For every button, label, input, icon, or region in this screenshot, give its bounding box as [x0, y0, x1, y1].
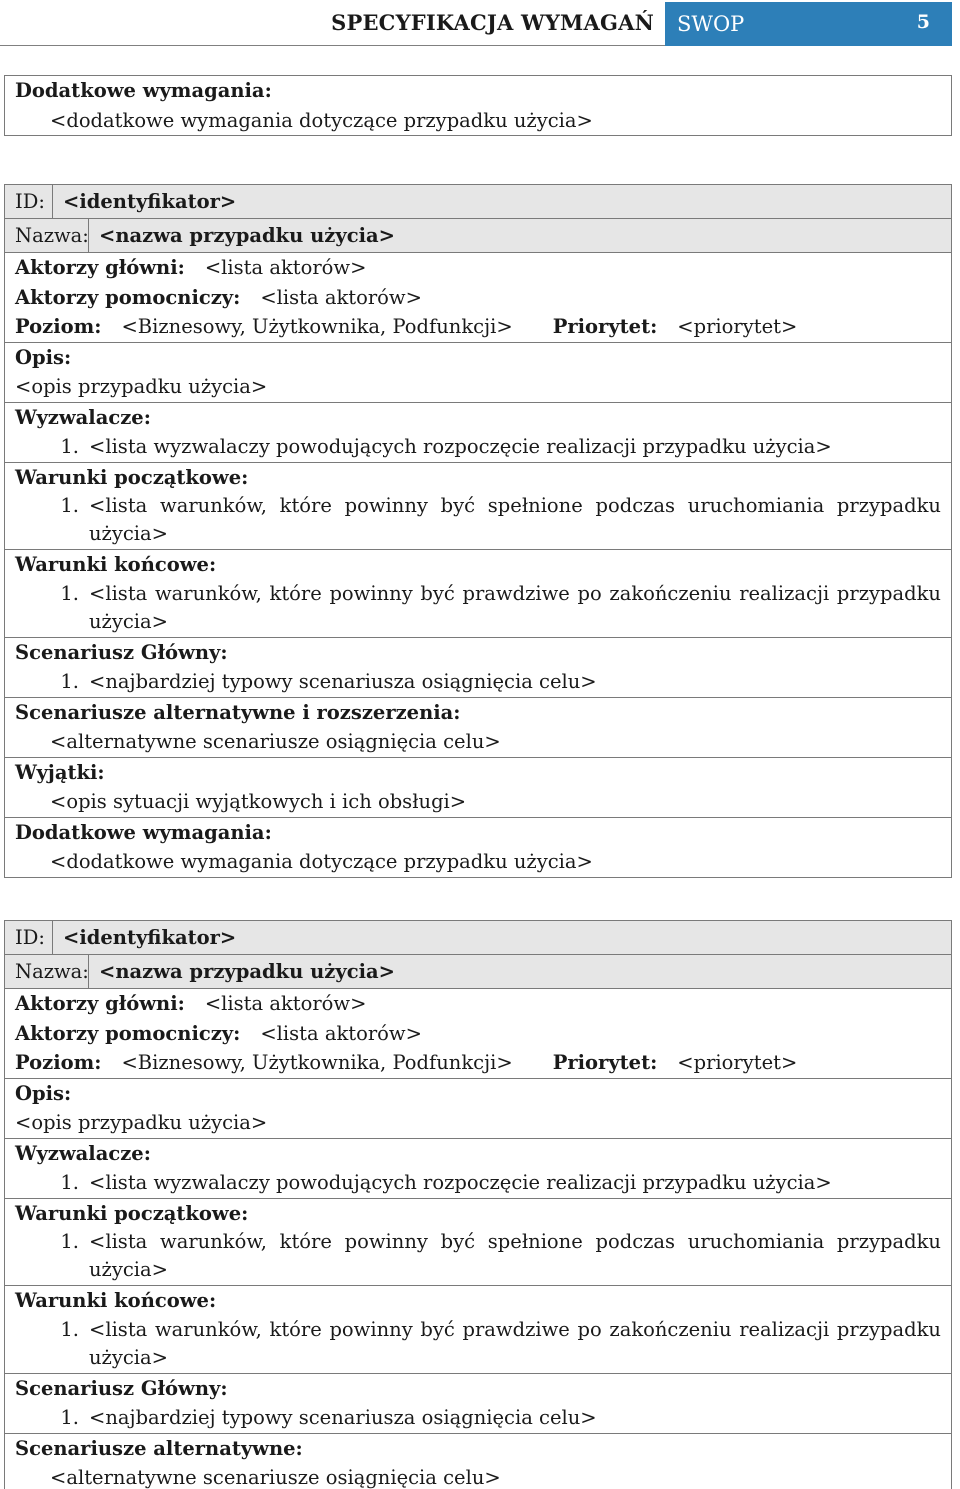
priority-value: <priorytet>: [677, 315, 798, 338]
list-number: 1.: [60, 1230, 79, 1253]
triggers-row: [5, 1139, 951, 1199]
level-label: Poziom:: [15, 1051, 102, 1074]
triggers-row: [5, 403, 951, 463]
name-label: Nazwa:: [5, 219, 89, 252]
list-number: 1.: [60, 1406, 79, 1429]
description-value: <opis przypadku użycia>: [15, 375, 268, 398]
actors-level-row: [5, 989, 951, 1079]
main-scenario-value: <najbardziej typowy scenariusza osiągnięcia celu>: [89, 1406, 597, 1429]
name-value: <nazwa przypadku użycia>: [99, 224, 395, 247]
level-value: <Biznesowy, Użytkownika, Podfunkcji>: [121, 1051, 513, 1074]
postconditions-label: Warunki końcowe:: [15, 553, 217, 576]
main-scenario-row: [5, 638, 951, 698]
primary-actors-label: Aktorzy główni:: [15, 256, 185, 279]
additional-requirements-row: [5, 76, 951, 135]
page-number: 5: [916, 11, 930, 33]
main-scenario-value: <najbardziej typowy scenariusza osiągnięcia celu>: [89, 670, 597, 693]
level-value: <Biznesowy, Użytkownika, Podfunkcji>: [121, 315, 513, 338]
list-item: [15, 1168, 951, 1198]
priority-value: <priorytet>: [677, 1051, 798, 1074]
level-line: [15, 1048, 951, 1078]
preconditions-label: Warunki początkowe:: [15, 1201, 249, 1225]
primary-actors-label: Aktorzy główni:: [15, 992, 185, 1015]
additional-requirements-label: Dodatkowe wymagania:: [15, 79, 272, 102]
list-item: [15, 1228, 951, 1285]
page-header: [0, 0, 960, 48]
id-value: <identyfikator>: [63, 190, 237, 213]
secondary-actors-label: Aktorzy pomocniczy:: [15, 1021, 241, 1045]
additional-requirements-label: Dodatkowe wymagania:: [15, 820, 272, 844]
list-number: 1.: [60, 670, 79, 693]
postconditions-row: [5, 550, 951, 638]
level-label: Poziom:: [15, 315, 102, 338]
postconditions-value: <lista warunków, które powinny być prawdziwe po zakończeniu realizacji przypadku użycia>: [89, 1317, 941, 1369]
id-label: ID:: [5, 921, 53, 954]
additional-requirements-block: [4, 75, 952, 136]
list-item: [15, 432, 951, 462]
primary-actors-value: <lista aktorów>: [204, 256, 367, 279]
use-case-table-1: [4, 184, 952, 878]
triggers-value: <lista wyzwalaczy powodujących rozpoczęcie realizacji przypadku użycia>: [89, 1171, 832, 1194]
id-row: [5, 185, 951, 219]
description-label: Opis:: [15, 1081, 72, 1105]
main-scenario-label: Scenariusz Główny:: [15, 640, 228, 664]
primary-actors-line: [15, 253, 951, 283]
priority-label: Priorytet:: [552, 315, 658, 338]
preconditions-value: <lista warunków, które powinny być spełnione podczas uruchomiania przypadku użycia>: [89, 494, 941, 545]
exceptions-value: <opis sytuacji wyjątkowych i ich obsługi>: [50, 790, 467, 813]
list-item: [15, 580, 951, 637]
exceptions-row: [5, 758, 951, 818]
description-row: [5, 343, 951, 403]
triggers-label: Wyzwalacze:: [15, 1141, 151, 1165]
triggers-label: Wyzwalacze:: [15, 405, 151, 429]
level-line: [15, 312, 951, 342]
additional-requirements-value: <dodatkowe wymagania dotyczące przypadku użycia>: [50, 108, 593, 132]
id-row: [5, 921, 951, 955]
name-label: Nazwa:: [5, 955, 89, 988]
description-row: [5, 1079, 951, 1139]
list-item: [15, 1316, 951, 1373]
list-number: 1.: [60, 1171, 79, 1194]
main-scenario-row: [5, 1374, 951, 1434]
postconditions-value: <lista warunków, które powinny być prawdziwe po zakończeniu realizacji przypadku użycia>: [89, 581, 941, 633]
use-case-table-2: [4, 920, 952, 1489]
list-item: [15, 492, 951, 549]
header-badge: [665, 2, 952, 46]
alternative-scenarios-row: [5, 1434, 951, 1489]
alternative-scenarios-value: <alternatywne scenariusze osiągnięcia celu>: [50, 730, 501, 753]
document-title: SPECYFIKACJA WYMAGAŃ: [331, 10, 654, 35]
primary-actors-line: [15, 989, 951, 1019]
secondary-actors-label: Aktorzy pomocniczy:: [15, 285, 241, 309]
preconditions-value: <lista warunków, które powinny być spełnione podczas uruchomiania przypadku użycia>: [89, 1230, 941, 1281]
name-row: [5, 955, 951, 989]
description-label: Opis:: [15, 345, 72, 369]
id-label: ID:: [5, 185, 53, 218]
alternative-scenarios-label: Scenariusze alternatywne i rozszerzenia:: [15, 700, 461, 724]
secondary-actors-value: <lista aktorów>: [260, 1021, 422, 1045]
preconditions-row: [5, 1199, 951, 1287]
secondary-actors-line: [15, 1019, 951, 1049]
list-number: 1.: [60, 1317, 79, 1341]
alternative-scenarios-label: Scenariusze alternatywne:: [15, 1436, 303, 1460]
name-row: [5, 219, 951, 253]
priority-label: Priorytet:: [552, 1051, 658, 1074]
list-number: 1.: [60, 581, 79, 605]
postconditions-label: Warunki końcowe:: [15, 1289, 217, 1312]
preconditions-label: Warunki początkowe:: [15, 465, 249, 489]
exceptions-label: Wyjątki:: [15, 760, 105, 784]
actors-level-row: [5, 253, 951, 343]
list-item: [15, 667, 951, 697]
list-item: [15, 1403, 951, 1433]
secondary-actors-value: <lista aktorów>: [260, 285, 422, 309]
list-number: 1.: [60, 435, 79, 458]
alternative-scenarios-value: <alternatywne scenariusze osiągnięcia celu>: [50, 1466, 501, 1489]
secondary-actors-line: [15, 283, 951, 313]
primary-actors-value: <lista aktorów>: [204, 992, 367, 1015]
additional-requirements-value: <dodatkowe wymagania dotyczące przypadku użycia>: [50, 850, 593, 873]
additional-requirements-row: [5, 818, 951, 877]
header-rule: [0, 45, 665, 46]
triggers-value: <lista wyzwalaczy powodujących rozpoczęcie realizacji przypadku użycia>: [89, 435, 832, 458]
postconditions-row: [5, 1286, 951, 1374]
list-number: 1.: [60, 494, 79, 517]
alternative-scenarios-row: [5, 698, 951, 758]
main-scenario-label: Scenariusz Główny:: [15, 1376, 228, 1400]
product-name: SWOP: [677, 12, 745, 36]
name-value: <nazwa przypadku użycia>: [99, 960, 395, 983]
description-value: <opis przypadku użycia>: [15, 1111, 268, 1134]
id-value: <identyfikator>: [63, 926, 237, 949]
preconditions-row: [5, 463, 951, 551]
